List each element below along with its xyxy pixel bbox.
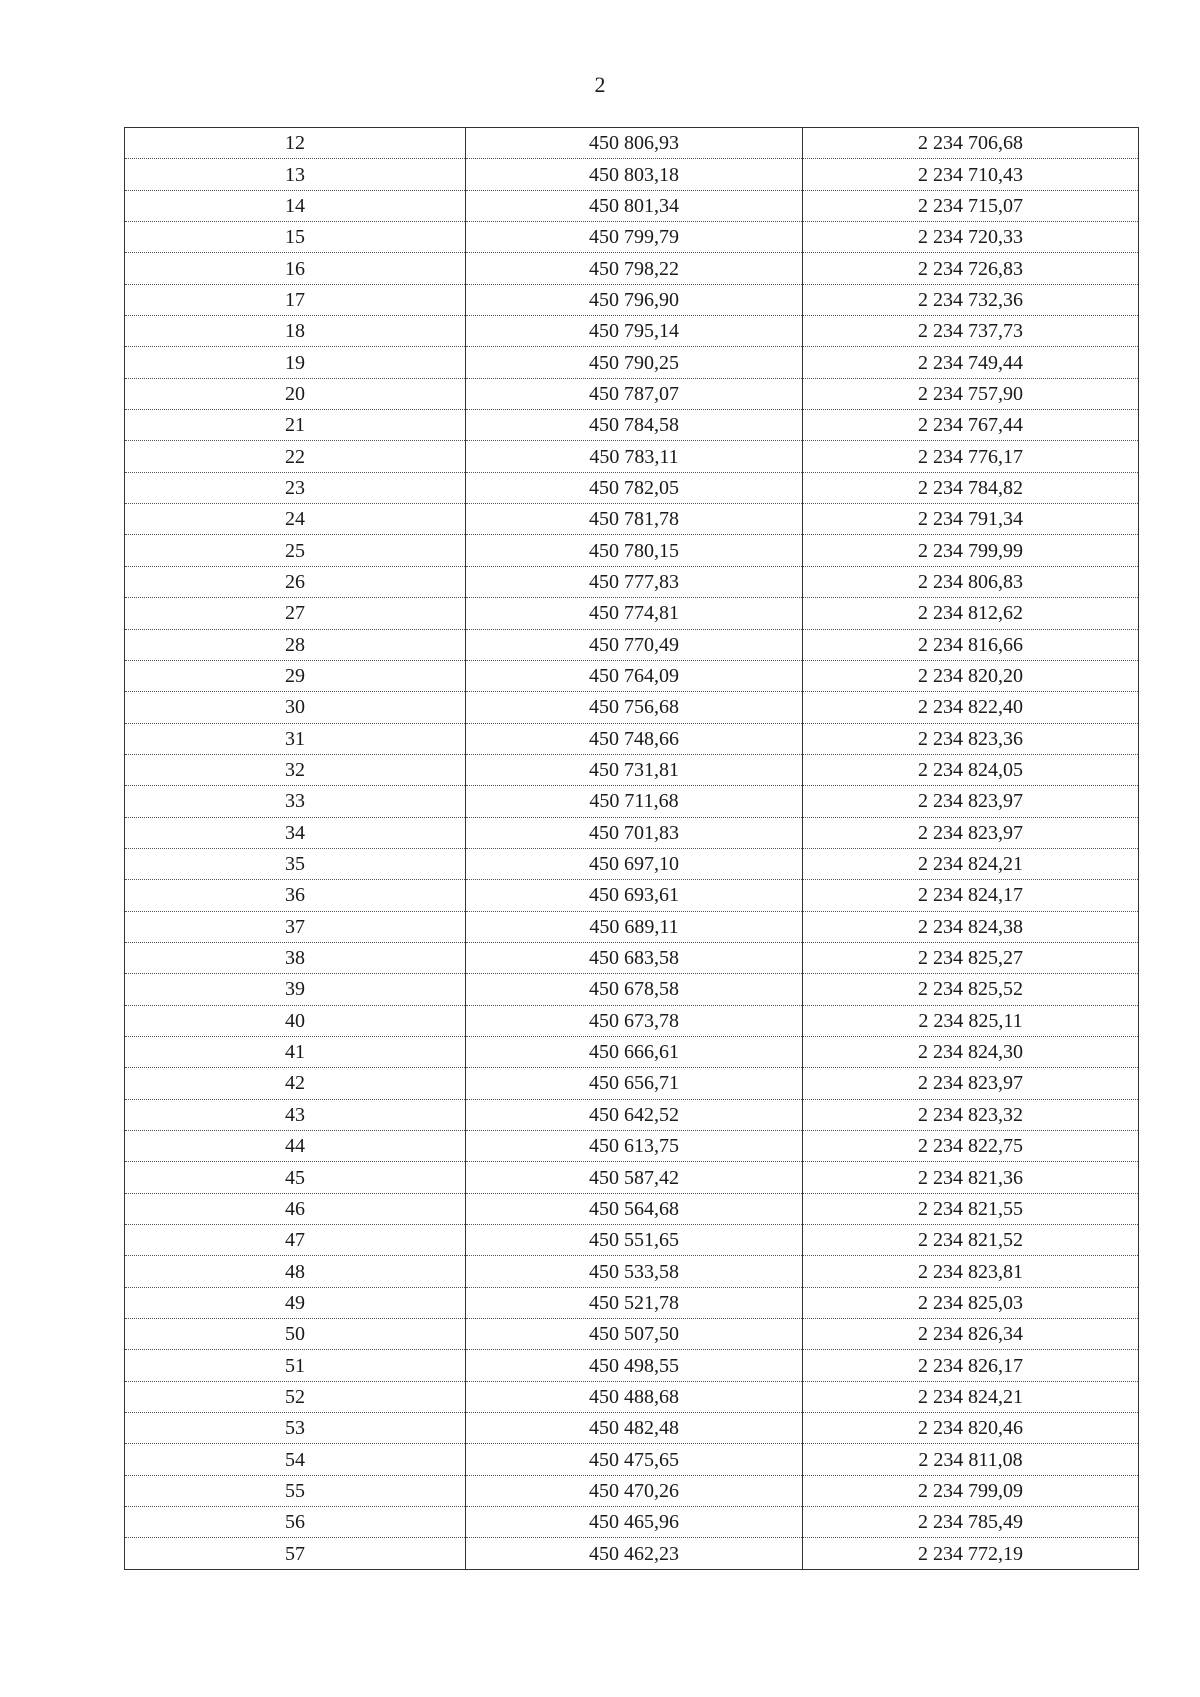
point-number-cell: 18: [125, 316, 466, 347]
y-coordinate-cell: 2 234 822,75: [803, 1131, 1139, 1162]
point-number-cell: 30: [125, 692, 466, 723]
point-number-cell: 51: [125, 1350, 466, 1381]
table-row: [125, 1350, 1139, 1381]
x-coordinate-cell: 450 666,61: [466, 1036, 803, 1067]
y-coordinate-cell: 2 234 822,40: [803, 692, 1139, 723]
point-number-cell: 15: [125, 222, 466, 253]
x-coordinate-cell: 450 701,83: [466, 817, 803, 848]
table-row: [125, 535, 1139, 566]
table-row: [125, 1005, 1139, 1036]
coordinates-table: [124, 127, 1139, 1570]
point-number-cell: 13: [125, 159, 466, 190]
table-row: [125, 378, 1139, 409]
y-coordinate-cell: 2 234 799,99: [803, 535, 1139, 566]
y-coordinate-cell: 2 234 757,90: [803, 378, 1139, 409]
table-row: [125, 848, 1139, 879]
point-number-cell: 50: [125, 1319, 466, 1350]
y-coordinate-cell: 2 234 826,34: [803, 1319, 1139, 1350]
x-coordinate-cell: 450 551,65: [466, 1225, 803, 1256]
y-coordinate-cell: 2 234 823,97: [803, 786, 1139, 817]
x-coordinate-cell: 450 656,71: [466, 1068, 803, 1099]
x-coordinate-cell: 450 782,05: [466, 472, 803, 503]
point-number-cell: 16: [125, 253, 466, 284]
table-row: [125, 786, 1139, 817]
table-row: [125, 1319, 1139, 1350]
y-coordinate-cell: 2 234 726,83: [803, 253, 1139, 284]
table-row: [125, 880, 1139, 911]
y-coordinate-cell: 2 234 823,97: [803, 1068, 1139, 1099]
y-coordinate-cell: 2 234 824,38: [803, 911, 1139, 942]
x-coordinate-cell: 450 673,78: [466, 1005, 803, 1036]
x-coordinate-cell: 450 790,25: [466, 347, 803, 378]
x-coordinate-cell: 450 533,58: [466, 1256, 803, 1287]
x-coordinate-cell: 450 798,22: [466, 253, 803, 284]
x-coordinate-cell: 450 777,83: [466, 566, 803, 597]
table-row: [125, 1444, 1139, 1475]
y-coordinate-cell: 2 234 823,97: [803, 817, 1139, 848]
point-number-cell: 14: [125, 190, 466, 221]
table-row: [125, 911, 1139, 942]
x-coordinate-cell: 450 482,48: [466, 1413, 803, 1444]
point-number-cell: 37: [125, 911, 466, 942]
x-coordinate-cell: 450 748,66: [466, 723, 803, 754]
table-row: [125, 190, 1139, 221]
x-coordinate-cell: 450 787,07: [466, 378, 803, 409]
table-row: [125, 316, 1139, 347]
point-number-cell: 48: [125, 1256, 466, 1287]
x-coordinate-cell: 450 801,34: [466, 190, 803, 221]
table-row: [125, 660, 1139, 691]
point-number-cell: 23: [125, 472, 466, 503]
y-coordinate-cell: 2 234 825,03: [803, 1287, 1139, 1318]
table-row: [125, 222, 1139, 253]
y-coordinate-cell: 2 234 710,43: [803, 159, 1139, 190]
point-number-cell: 28: [125, 629, 466, 660]
point-number-cell: 32: [125, 754, 466, 785]
table-row: [125, 942, 1139, 973]
y-coordinate-cell: 2 234 816,66: [803, 629, 1139, 660]
point-number-cell: 52: [125, 1381, 466, 1412]
point-number-cell: 57: [125, 1538, 466, 1569]
x-coordinate-cell: 450 475,65: [466, 1444, 803, 1475]
point-number-cell: 43: [125, 1099, 466, 1130]
table-row: [125, 1256, 1139, 1287]
y-coordinate-cell: 2 234 732,36: [803, 284, 1139, 315]
y-coordinate-cell: 2 234 772,19: [803, 1538, 1139, 1569]
point-number-cell: 12: [125, 128, 466, 159]
table-row: [125, 1036, 1139, 1067]
x-coordinate-cell: 450 795,14: [466, 316, 803, 347]
table-row: [125, 1287, 1139, 1318]
y-coordinate-cell: 2 234 820,46: [803, 1413, 1139, 1444]
x-coordinate-cell: 450 693,61: [466, 880, 803, 911]
point-number-cell: 22: [125, 441, 466, 472]
y-coordinate-cell: 2 234 749,44: [803, 347, 1139, 378]
point-number-cell: 31: [125, 723, 466, 754]
point-number-cell: 55: [125, 1475, 466, 1506]
point-number-cell: 42: [125, 1068, 466, 1099]
y-coordinate-cell: 2 234 776,17: [803, 441, 1139, 472]
table-row: [125, 441, 1139, 472]
x-coordinate-cell: 450 462,23: [466, 1538, 803, 1569]
y-coordinate-cell: 2 234 706,68: [803, 128, 1139, 159]
table-row: [125, 566, 1139, 597]
x-coordinate-cell: 450 783,11: [466, 441, 803, 472]
x-coordinate-cell: 450 781,78: [466, 504, 803, 535]
x-coordinate-cell: 450 764,09: [466, 660, 803, 691]
point-number-cell: 25: [125, 535, 466, 566]
point-number-cell: 29: [125, 660, 466, 691]
point-number-cell: 40: [125, 1005, 466, 1036]
page-number: 2: [594, 72, 606, 97]
table-row: [125, 504, 1139, 535]
table-row: [125, 1475, 1139, 1506]
y-coordinate-cell: 2 234 791,34: [803, 504, 1139, 535]
x-coordinate-cell: 450 465,96: [466, 1507, 803, 1538]
y-coordinate-cell: 2 234 737,73: [803, 316, 1139, 347]
point-number-cell: 46: [125, 1193, 466, 1224]
y-coordinate-cell: 2 234 785,49: [803, 1507, 1139, 1538]
table-row: [125, 1413, 1139, 1444]
point-number-cell: 34: [125, 817, 466, 848]
x-coordinate-cell: 450 498,55: [466, 1350, 803, 1381]
y-coordinate-cell: 2 234 825,11: [803, 1005, 1139, 1036]
y-coordinate-cell: 2 234 811,08: [803, 1444, 1139, 1475]
x-coordinate-cell: 450 799,79: [466, 222, 803, 253]
y-coordinate-cell: 2 234 820,20: [803, 660, 1139, 691]
table-row: [125, 974, 1139, 1005]
x-coordinate-cell: 450 683,58: [466, 942, 803, 973]
x-coordinate-cell: 450 470,26: [466, 1475, 803, 1506]
point-number-cell: 39: [125, 974, 466, 1005]
y-coordinate-cell: 2 234 812,62: [803, 598, 1139, 629]
y-coordinate-cell: 2 234 824,21: [803, 848, 1139, 879]
x-coordinate-cell: 450 731,81: [466, 754, 803, 785]
point-number-cell: 49: [125, 1287, 466, 1318]
y-coordinate-cell: 2 234 823,36: [803, 723, 1139, 754]
y-coordinate-cell: 2 234 825,27: [803, 942, 1139, 973]
table-row: [125, 1068, 1139, 1099]
x-coordinate-cell: 450 770,49: [466, 629, 803, 660]
x-coordinate-cell: 450 784,58: [466, 410, 803, 441]
x-coordinate-cell: 450 756,68: [466, 692, 803, 723]
table-row: [125, 410, 1139, 441]
table-row: [125, 284, 1139, 315]
x-coordinate-cell: 450 642,52: [466, 1099, 803, 1130]
x-coordinate-cell: 450 521,78: [466, 1287, 803, 1318]
table-row: [125, 1538, 1139, 1569]
y-coordinate-cell: 2 234 824,21: [803, 1381, 1139, 1412]
y-coordinate-cell: 2 234 821,52: [803, 1225, 1139, 1256]
y-coordinate-cell: 2 234 799,09: [803, 1475, 1139, 1506]
table-row: [125, 1225, 1139, 1256]
x-coordinate-cell: 450 796,90: [466, 284, 803, 315]
y-coordinate-cell: 2 234 784,82: [803, 472, 1139, 503]
point-number-cell: 56: [125, 1507, 466, 1538]
y-coordinate-cell: 2 234 826,17: [803, 1350, 1139, 1381]
y-coordinate-cell: 2 234 823,32: [803, 1099, 1139, 1130]
x-coordinate-cell: 450 488,68: [466, 1381, 803, 1412]
table-row: [125, 692, 1139, 723]
y-coordinate-cell: 2 234 720,33: [803, 222, 1139, 253]
point-number-cell: 54: [125, 1444, 466, 1475]
table-row: [125, 1381, 1139, 1412]
point-number-cell: 38: [125, 942, 466, 973]
table-row: [125, 1131, 1139, 1162]
table-row: [125, 1162, 1139, 1193]
x-coordinate-cell: 450 806,93: [466, 128, 803, 159]
y-coordinate-cell: 2 234 767,44: [803, 410, 1139, 441]
y-coordinate-cell: 2 234 824,17: [803, 880, 1139, 911]
table-row: [125, 1193, 1139, 1224]
x-coordinate-cell: 450 711,68: [466, 786, 803, 817]
point-number-cell: 36: [125, 880, 466, 911]
table-row: [125, 629, 1139, 660]
x-coordinate-cell: 450 564,68: [466, 1193, 803, 1224]
point-number-cell: 21: [125, 410, 466, 441]
x-coordinate-cell: 450 613,75: [466, 1131, 803, 1162]
point-number-cell: 20: [125, 378, 466, 409]
table-row: [125, 159, 1139, 190]
point-number-cell: 41: [125, 1036, 466, 1067]
point-number-cell: 19: [125, 347, 466, 378]
table-row: [125, 253, 1139, 284]
x-coordinate-cell: 450 774,81: [466, 598, 803, 629]
table-row: [125, 472, 1139, 503]
point-number-cell: 27: [125, 598, 466, 629]
y-coordinate-cell: 2 234 825,52: [803, 974, 1139, 1005]
table-row: [125, 347, 1139, 378]
x-coordinate-cell: 450 780,15: [466, 535, 803, 566]
point-number-cell: 47: [125, 1225, 466, 1256]
y-coordinate-cell: 2 234 824,30: [803, 1036, 1139, 1067]
table-row: [125, 1099, 1139, 1130]
point-number-cell: 33: [125, 786, 466, 817]
x-coordinate-cell: 450 697,10: [466, 848, 803, 879]
point-number-cell: 35: [125, 848, 466, 879]
x-coordinate-cell: 450 803,18: [466, 159, 803, 190]
point-number-cell: 17: [125, 284, 466, 315]
table-row: [125, 723, 1139, 754]
y-coordinate-cell: 2 234 806,83: [803, 566, 1139, 597]
y-coordinate-cell: 2 234 823,81: [803, 1256, 1139, 1287]
table-row: [125, 817, 1139, 848]
y-coordinate-cell: 2 234 821,36: [803, 1162, 1139, 1193]
y-coordinate-cell: 2 234 821,55: [803, 1193, 1139, 1224]
x-coordinate-cell: 450 587,42: [466, 1162, 803, 1193]
y-coordinate-cell: 2 234 824,05: [803, 754, 1139, 785]
table-row: [125, 598, 1139, 629]
point-number-cell: 26: [125, 566, 466, 597]
y-coordinate-cell: 2 234 715,07: [803, 190, 1139, 221]
point-number-cell: 53: [125, 1413, 466, 1444]
point-number-cell: 44: [125, 1131, 466, 1162]
table-row: [125, 128, 1139, 159]
coordinates-table-body: [125, 128, 1139, 1570]
point-number-cell: 45: [125, 1162, 466, 1193]
x-coordinate-cell: 450 507,50: [466, 1319, 803, 1350]
table-row: [125, 1507, 1139, 1538]
point-number-cell: 24: [125, 504, 466, 535]
x-coordinate-cell: 450 689,11: [466, 911, 803, 942]
table-row: [125, 754, 1139, 785]
x-coordinate-cell: 450 678,58: [466, 974, 803, 1005]
